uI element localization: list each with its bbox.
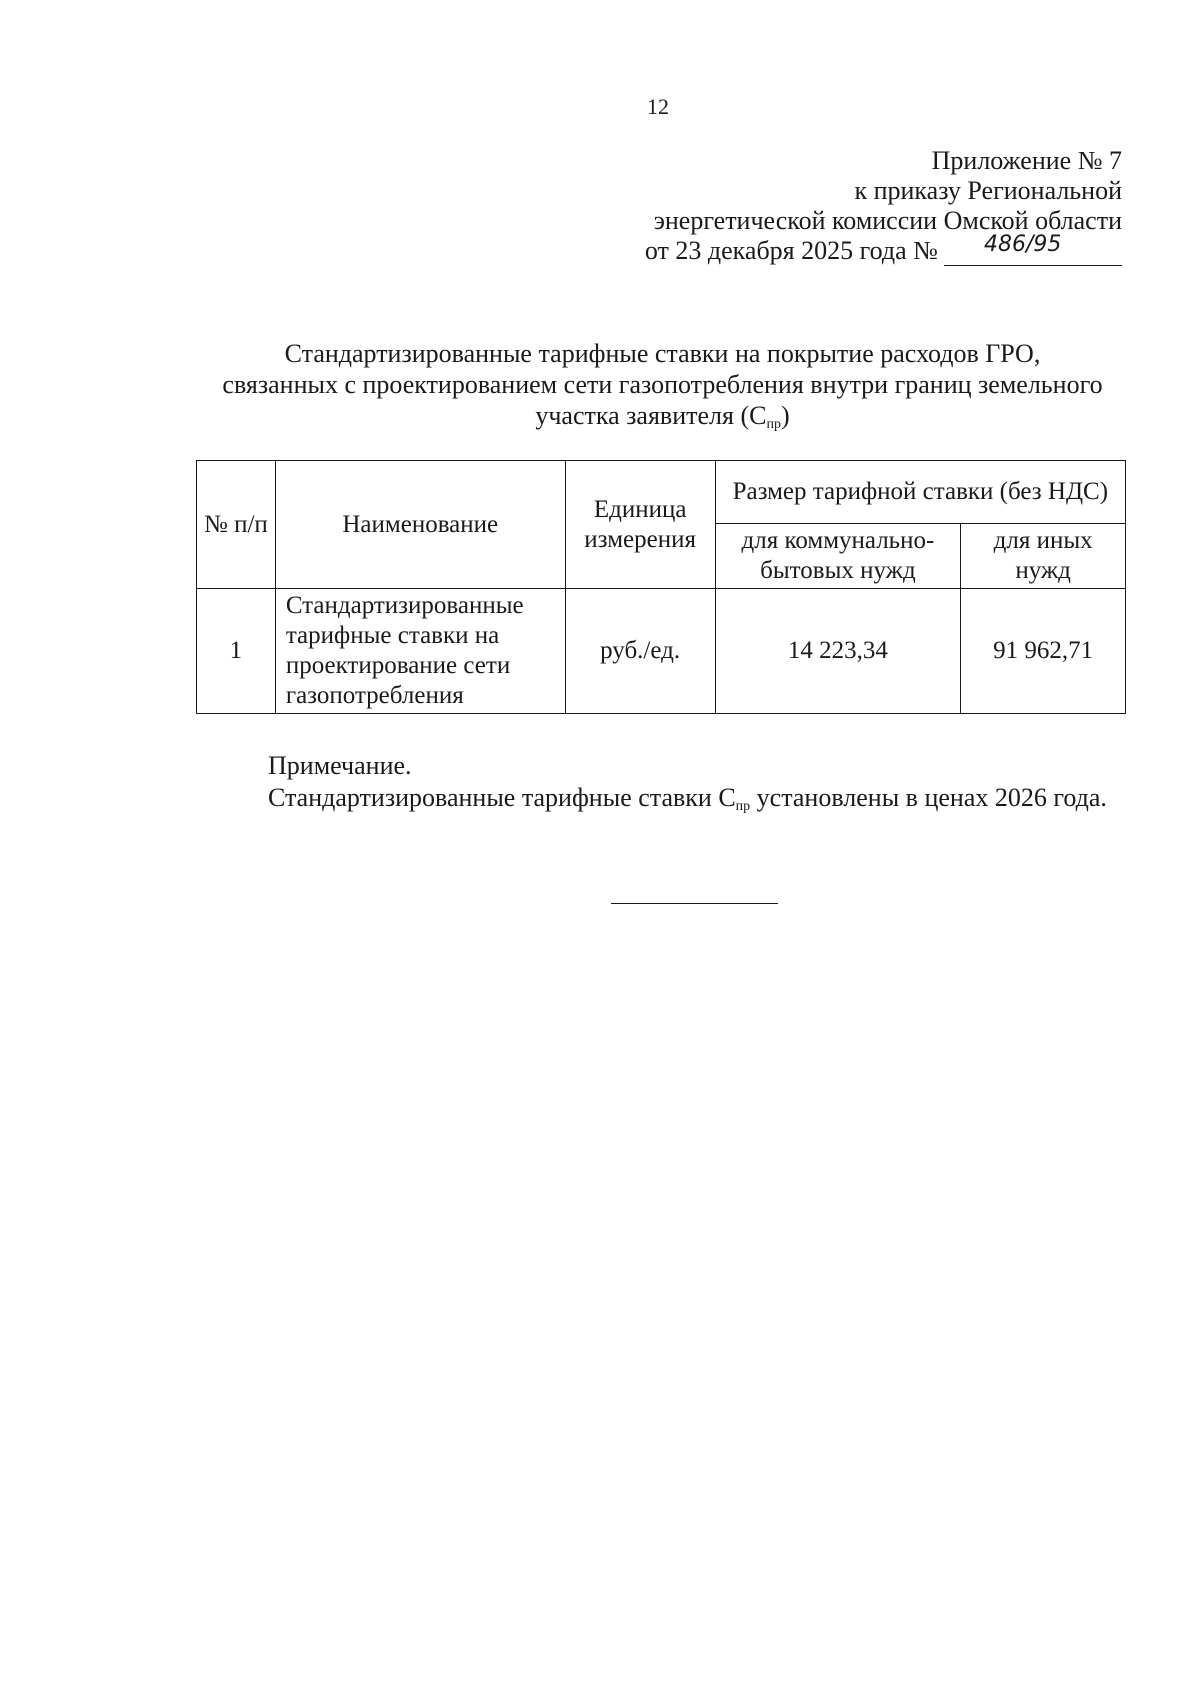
row-unit: руб./ед. xyxy=(565,589,715,714)
end-separator-line xyxy=(611,903,778,904)
header-num: № п/п xyxy=(197,461,276,589)
row-rate-other: 91 962,71 xyxy=(961,589,1126,714)
header-rate-group: Размер тарифной ставки (без НДС) xyxy=(715,461,1125,524)
table-row xyxy=(197,589,1126,714)
annex-order-ref: к приказу Региональной xyxy=(854,176,1122,205)
order-number-blank xyxy=(944,232,1122,266)
header-unit: Единица измерения xyxy=(565,461,715,589)
annex-date-line xyxy=(644,232,1122,266)
document-title xyxy=(195,338,1130,440)
title-line-3: участка заявителя $(С_{пр})$ xyxy=(535,401,790,432)
header-rate-household: для коммунально-бытовых нужд xyxy=(715,524,961,589)
title-line-1: Стандартизированные тарифные ставки на покрытие расходов ГРО, xyxy=(284,339,1041,368)
annex-commission: энергетической комиссии Омской области xyxy=(653,206,1122,235)
annex-header xyxy=(645,146,1122,266)
row-rate-household: 14 223,34 xyxy=(715,589,961,714)
tariff-table xyxy=(196,460,1126,714)
header-name: Наименование xyxy=(275,461,565,589)
row-num: 1 xyxy=(197,589,276,714)
svg-text:486/95: 486/95 xyxy=(984,232,1062,257)
annex-title: Приложение № 7 xyxy=(931,146,1122,175)
page-number: 12 xyxy=(647,94,669,119)
note-text: Стандартизированные тарифные ставки $С_{пр}$ установлены в ценах 2026 года. xyxy=(268,783,1107,814)
handwritten-order-number xyxy=(984,231,1104,259)
annex-date: от 23 декабря 2025 года № xyxy=(644,236,938,265)
title-line-2: связанных с проектированием сети газопотребления внутри границ земельного xyxy=(222,370,1103,399)
header-rate-other: для иных нужд xyxy=(961,524,1126,589)
table-header-row xyxy=(197,461,1126,524)
note-section xyxy=(196,750,1126,823)
row-name: Стандартизированные тарифные ставки на проектирование сети газопотребления xyxy=(275,589,565,714)
note-heading: Примечание. xyxy=(268,751,412,780)
